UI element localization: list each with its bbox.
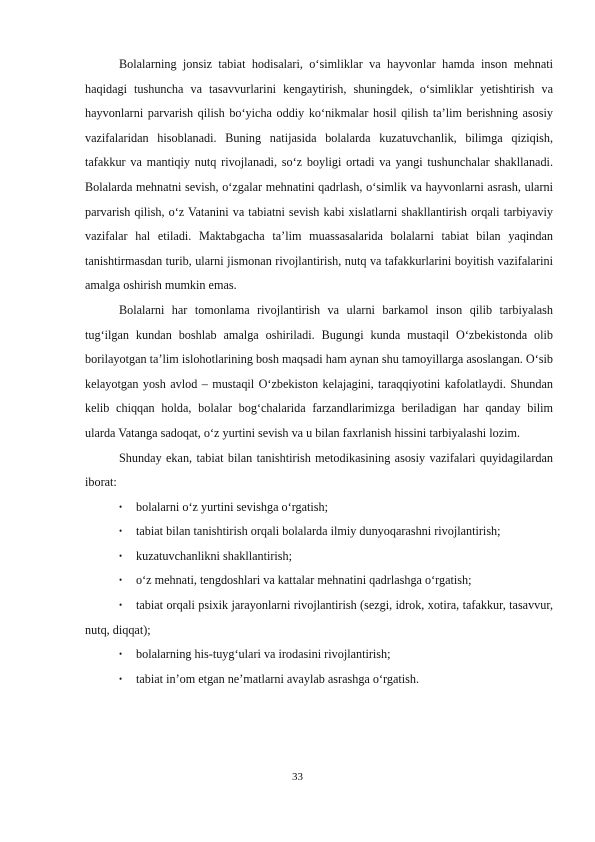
list-item [85,568,553,593]
bullet-icon: • [119,649,123,660]
paragraph-methodology-intro: Shunday ekan, tabiat bilan tanishtirish metodikasining asosiy vazifalari quyidagilardan iborat: [85,450,553,490]
methodology-tasks-list [85,495,553,692]
list-item [85,519,553,544]
paragraph-comprehensive-development: Bolalarni har tomonlama rivojlantirish va ularni barkamol inson qilib tarbiyalash tug‘ilgan kundan boshlab amalga oshiriladi. Bugungi kunda mustaqil O‘zbekistonda olib borilayotgan ta’lim islohotlarining bosh maqsadi ham aynan shu tamoyillarga asoslangan. O‘sib kelayotgan yosh avlod – mustaqil O‘zbekiston kelajagini, taraqqiyotini kafolatlaydi. Shundan kelib chiqqan holda, bolalar bog‘chalarida farzandlarimizga beriladigan har qanday bilim ularda Vatanga sadoqat, o‘z yurtini sevish va u bilan faxrlanish hissini tarbiyalashi lozim. [85,302,553,440]
list-item-text: o‘z mehnati, tengdoshlari va kattalar mehnatini qadrlashga o‘rgatish; [136,573,472,588]
list-item-text: tabiat bilan tanishtirish orqali bolalarda ilmiy dunyoqarashni rivojlantirish; [136,524,501,539]
list-item-text: bolalarni o‘z yurtini sevishga o‘rgatish; [136,499,329,514]
bullet-icon: • [119,600,123,611]
paragraph-nature-education-tasks: Bolalarning jonsiz tabiat hodisalari, o‘simliklar va hayvonlar hamda inson mehnati haqidagi tushuncha va tasavvurlarini kengaytirish, shuningdek, o‘simliklar yetishtirish va hayvonlarni parvarish qilish bo‘yicha oddiy ko‘nikmalar hosil qilish ta’lim berishning asosiy vazifalaridan hisoblanadi. Buning natijasida bolalarda kuzatuvchanlik, bilimga qiziqish, tafakkur va mantiqiy nutq rivojlanadi, so‘z boyligi ortadi va yangi tushunchalar shakllanadi. Bolalarda mehnatni sevish, o‘zgalar mehnatini qadrlash, o‘simlik va hayvonlarni asrash, ularni parvarish qilish, o‘z Vatanini va tabiatni sevish kabi xislatlarni shakllantirish orqali tarbiyaviy vazifalar hal etiladi. Maktabgacha ta’lim muassasalarida bolalarni tabiat bilan yaqindan tanishtirmasdan turib, ularni jismonan rivojlantirish, nutq va tafakkurlarini boyitish vazifalarini amalga oshirish mumkin emas. [85,57,553,293]
bullet-icon: • [119,575,123,586]
list-item-text: tabiat orqali psixik jarayonlarni rivojlantirish (sezgi, idrok, xotira, tafakkur, tasavvur, nutq, diqqat); [85,598,553,637]
list-item [85,642,553,667]
bullet-icon: • [119,526,123,537]
list-item-text: kuzatuvchanlikni shakllantirish; [136,548,293,563]
page-number: 33 [292,771,303,783]
bullet-icon: • [119,673,123,684]
bullet-icon: • [119,550,123,561]
list-item [85,495,553,520]
bullet-icon: • [119,501,123,512]
list-item [85,593,553,642]
list-item [85,544,553,569]
list-item-text: tabiat in’om etgan ne’matlarni avaylab asrashga o‘rgatish. [136,671,420,686]
list-item-text: bolalarning his-tuyg‘ulari va irodasini rivojlantirish; [136,647,391,662]
list-item [85,667,553,692]
page-body [85,52,553,691]
